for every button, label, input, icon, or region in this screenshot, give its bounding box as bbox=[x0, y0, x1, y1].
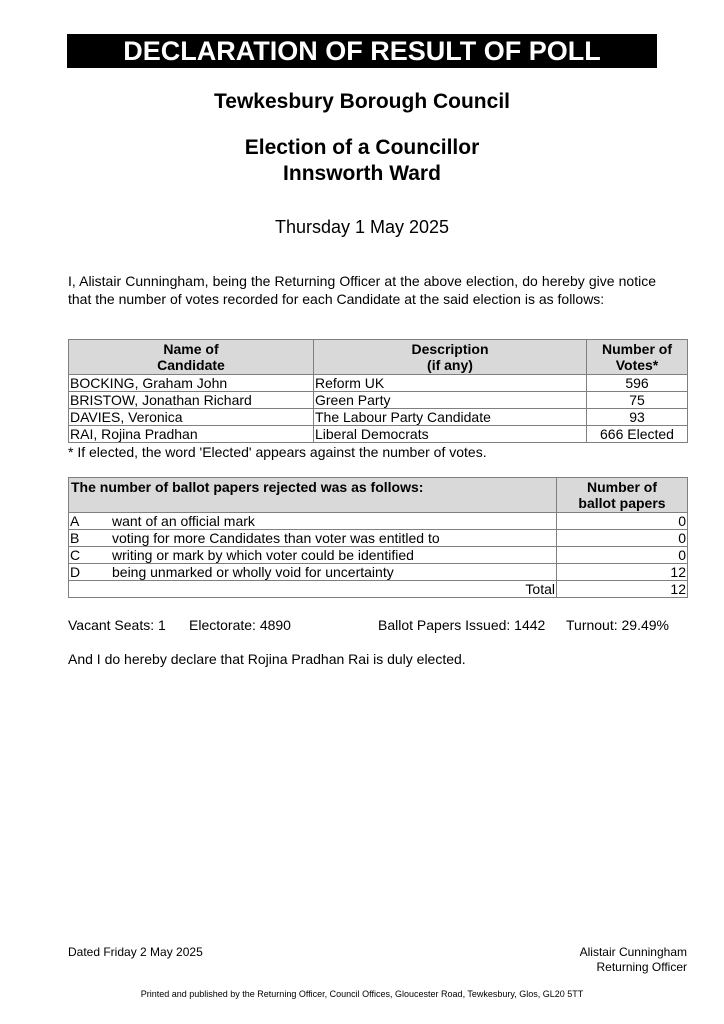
candidate-votes: 93 bbox=[587, 409, 688, 426]
rejected-header-row bbox=[69, 478, 688, 513]
table-row bbox=[69, 513, 688, 530]
election-title bbox=[0, 135, 724, 187]
total-label: Total bbox=[69, 581, 557, 598]
table-row bbox=[69, 375, 688, 392]
total-value: 12 bbox=[557, 581, 688, 598]
rejection-reason: want of an official mark bbox=[111, 513, 557, 530]
table-row bbox=[69, 547, 688, 564]
candidate-name: DAVIES, Veronica bbox=[69, 409, 314, 426]
rejection-reason: being unmarked or wholly void for uncertainty bbox=[111, 564, 557, 581]
notice-paragraph: I, Alistair Cunningham, being the Returning Officer at the above election, do hereby give notice that the number of votes recorded for each Candidate at the said election is as follows: bbox=[68, 273, 656, 307]
election-type: Election of a Councillor bbox=[244, 136, 480, 159]
rejected-ballots-table bbox=[68, 477, 688, 598]
header-description: Description (if any) bbox=[314, 340, 587, 375]
rejection-reason: voting for more Candidates than voter was entitled to bbox=[111, 530, 557, 547]
table-row bbox=[69, 426, 688, 443]
dated-line: Dated Friday 2 May 2025 bbox=[68, 945, 203, 959]
declaration-statement: And I do hereby declare that Rojina Pradhan Rai is duly elected. bbox=[68, 651, 466, 667]
table-row bbox=[69, 392, 688, 409]
rejection-count: 12 bbox=[557, 564, 688, 581]
candidate-description: Green Party bbox=[314, 392, 587, 409]
document-banner: DECLARATION OF RESULT OF POLL bbox=[67, 34, 657, 68]
header-ballot-count: Number of ballot papers bbox=[557, 478, 688, 513]
turnout: Turnout: 29.49% bbox=[566, 617, 669, 633]
vacant-seats: Vacant Seats: 1 bbox=[68, 617, 166, 633]
candidate-votes: 596 bbox=[587, 375, 688, 392]
rejected-table-title: The number of ballot papers rejected was as follows: bbox=[69, 478, 557, 513]
header-candidate-name: Name of Candidate bbox=[69, 340, 314, 375]
officer-name: Alistair Cunningham bbox=[579, 945, 687, 959]
elected-footnote: * If elected, the word 'Elected' appears against the number of votes. bbox=[68, 444, 487, 460]
table-row bbox=[69, 530, 688, 547]
electorate: Electorate: 4890 bbox=[189, 617, 291, 633]
candidates-header-row bbox=[69, 340, 688, 375]
poll-date: Thursday 1 May 2025 bbox=[274, 217, 450, 237]
candidate-votes: 666 Elected bbox=[587, 426, 688, 443]
ballot-papers-issued: Ballot Papers Issued: 1442 bbox=[378, 617, 546, 633]
candidate-name: BRISTOW, Jonathan Richard bbox=[69, 392, 314, 409]
candidate-name: RAI, Rojina Pradhan bbox=[69, 426, 314, 443]
rejection-count: 0 bbox=[557, 530, 688, 547]
rejection-letter: A bbox=[69, 513, 112, 530]
table-row bbox=[69, 409, 688, 426]
officer-title: Returning Officer bbox=[596, 960, 687, 974]
total-row bbox=[69, 581, 688, 598]
council-name: Tewkesbury Borough Council bbox=[214, 90, 510, 113]
imprint: Printed and published by the Returning Officer, Council Offices, Gloucester Road, Tewkesbury, Glos, GL20 5TT bbox=[140, 989, 584, 999]
candidate-description: The Labour Party Candidate bbox=[314, 409, 587, 426]
rejection-letter: B bbox=[69, 530, 112, 547]
candidate-description: Liberal Democrats bbox=[314, 426, 587, 443]
candidate-votes: 75 bbox=[587, 392, 688, 409]
rejection-letter: C bbox=[69, 547, 112, 564]
table-row bbox=[69, 564, 688, 581]
header-votes: Number of Votes* bbox=[587, 340, 688, 375]
candidates-table bbox=[68, 339, 688, 443]
candidate-description: Reform UK bbox=[314, 375, 587, 392]
rejection-count: 0 bbox=[557, 513, 688, 530]
ward-name: Innsworth Ward bbox=[283, 162, 441, 185]
rejection-letter: D bbox=[69, 564, 112, 581]
rejection-count: 0 bbox=[557, 547, 688, 564]
candidate-name: BOCKING, Graham John bbox=[69, 375, 314, 392]
signature-block bbox=[580, 945, 687, 975]
rejection-reason: writing or mark by which voter could be identified bbox=[111, 547, 557, 564]
